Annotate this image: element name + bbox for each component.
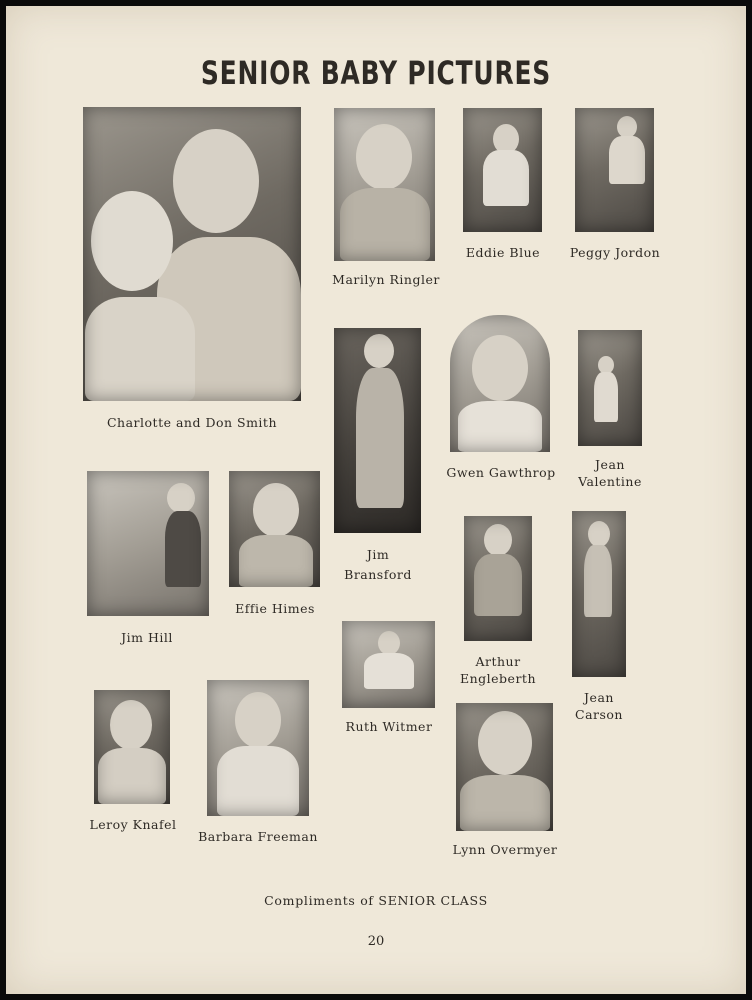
photo-lynn-overmyer [456, 703, 553, 831]
photo-jim-hill [87, 471, 209, 616]
caption-leroy-knafel: Leroy Knafel [89, 817, 177, 832]
photo-jean-valentine [578, 330, 642, 446]
photo-jim-bransford [334, 328, 421, 533]
photo-barbara-freeman [207, 680, 309, 816]
caption-charlotte-and-don-smith: Charlotte and Don Smith [106, 415, 278, 430]
caption-barbara-freeman: Barbara Freeman [198, 829, 318, 844]
photo-eddie-blue [463, 108, 542, 232]
photo-effie-himes [229, 471, 320, 587]
caption-jean-valentine-line2: Valentine [578, 474, 642, 489]
photo-marilyn-ringler [334, 108, 435, 261]
caption-jim-bransford-line2: Bransford [344, 567, 412, 582]
caption-effie-himes: Effie Himes [235, 601, 315, 616]
footer-credit: Compliments of SENIOR CLASS [264, 893, 488, 908]
caption-arthur-engleberth-line2: Engleberth [459, 671, 537, 686]
caption-jim-hill: Jim Hill [121, 630, 173, 645]
caption-peggy-jordon: Peggy Jordon [569, 245, 661, 260]
photo-ruth-witmer [342, 621, 435, 708]
photo-charlotte-and-don-smith [83, 107, 301, 401]
caption-jim-bransford-line1: Jim [366, 547, 390, 562]
caption-jim-bransford [328, 545, 428, 585]
caption-jean-valentine-line1: Jean [595, 457, 625, 472]
page-number: 20 [367, 934, 385, 949]
caption-arthur-engleberth-line1: Arthur [475, 654, 521, 669]
caption-eddie-blue: Eddie Blue [465, 245, 541, 260]
yearbook-page [6, 6, 746, 994]
caption-jean-carson [554, 689, 644, 723]
caption-jean-valentine [566, 456, 654, 490]
photo-jean-carson [572, 511, 626, 677]
photo-gwen-gawthrop [450, 315, 550, 452]
photo-leroy-knafel [94, 690, 170, 804]
photo-arthur-engleberth [464, 516, 532, 641]
photo-peggy-jordon [575, 108, 654, 232]
caption-arthur-engleberth [448, 653, 548, 687]
caption-jean-carson-line1: Jean [584, 690, 614, 705]
caption-ruth-witmer: Ruth Witmer [345, 719, 433, 734]
caption-gwen-gawthrop: Gwen Gawthrop [446, 465, 556, 480]
caption-jean-carson-line2: Carson [575, 707, 623, 722]
caption-marilyn-ringler: Marilyn Ringler [332, 272, 440, 287]
page-title: SENIOR BABY PICTURES [200, 54, 552, 92]
caption-lynn-overmyer: Lynn Overmyer [452, 842, 558, 857]
